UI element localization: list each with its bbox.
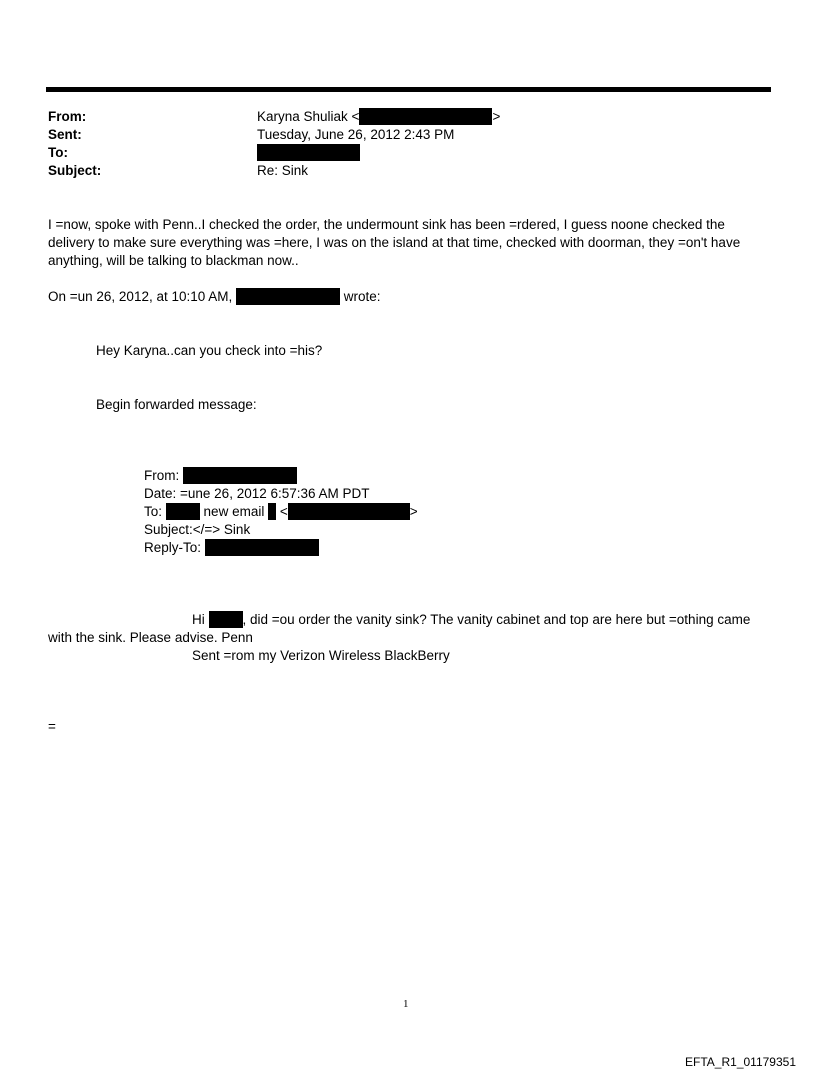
fwd-to-gt: >	[409, 504, 418, 519]
quote-attribution	[48, 288, 381, 306]
fwd-to-name: new email	[203, 504, 265, 519]
reply-paragraph: I =now, spoke with Penn..I checked the order, the undermount sink has been =rdered, I guess noone checked the delivery to make sure everything was =here, I was on the island at that time, checked with doorman, they =on't have anything, will be talking to blackman now..	[48, 217, 741, 268]
fwd-from-label: From:	[144, 468, 180, 483]
redaction-block	[205, 539, 319, 556]
fwd-to-lt: <	[279, 504, 288, 519]
message-line-1	[192, 611, 750, 629]
page-number: 1	[403, 998, 409, 1010]
redaction-block	[166, 503, 200, 520]
attribution-prefix: On =un 26, 2012, at 10:10 AM,	[48, 289, 233, 304]
greeting: Hi	[192, 612, 205, 627]
quoted-line: Hey Karyna..can you check into =his?	[96, 343, 323, 358]
message-text: , did =ou order the vanity sink? The vanity cabinet and top are here but =othing came	[242, 612, 751, 627]
fwd-from	[144, 467, 297, 485]
fwd-replyto-label: Reply-To:	[144, 540, 202, 555]
to-label: To:	[48, 145, 68, 160]
redaction-block	[268, 503, 276, 520]
fwd-reply-to	[144, 539, 319, 557]
forward-intro: Begin forwarded message:	[96, 397, 257, 412]
subject-value: Re: Sink	[257, 163, 309, 178]
sent-label: Sent:	[48, 127, 82, 142]
from-value	[257, 108, 500, 126]
from-close: >	[492, 109, 501, 124]
from-name: Karyna Shuliak <	[257, 109, 360, 124]
subject-label: Subject:	[48, 163, 102, 178]
attribution-suffix: wrote:	[343, 289, 381, 304]
message-signature: Sent =rom my Verizon Wireless BlackBerry	[192, 648, 450, 663]
document-id: EFTA_R1_01179351	[685, 1055, 796, 1069]
header-rule	[46, 87, 771, 92]
redaction-block	[209, 611, 243, 628]
redaction-block	[236, 288, 340, 305]
trailing-char: =	[48, 719, 56, 734]
message-line-2: with the sink. Please advise. Penn	[48, 630, 253, 645]
fwd-to	[144, 503, 418, 521]
to-value	[257, 144, 360, 162]
sent-value: Tuesday, June 26, 2012 2:43 PM	[257, 127, 455, 142]
redaction-block	[288, 503, 410, 520]
fwd-to-label: To:	[144, 504, 163, 519]
redaction-block	[359, 108, 492, 125]
redaction-block	[257, 144, 360, 161]
fwd-subject: Subject:</=> Sink	[144, 522, 251, 537]
redaction-block	[183, 467, 297, 484]
from-label: From:	[48, 109, 87, 124]
fwd-date: Date: =une 26, 2012 6:57:36 AM PDT	[144, 486, 370, 501]
